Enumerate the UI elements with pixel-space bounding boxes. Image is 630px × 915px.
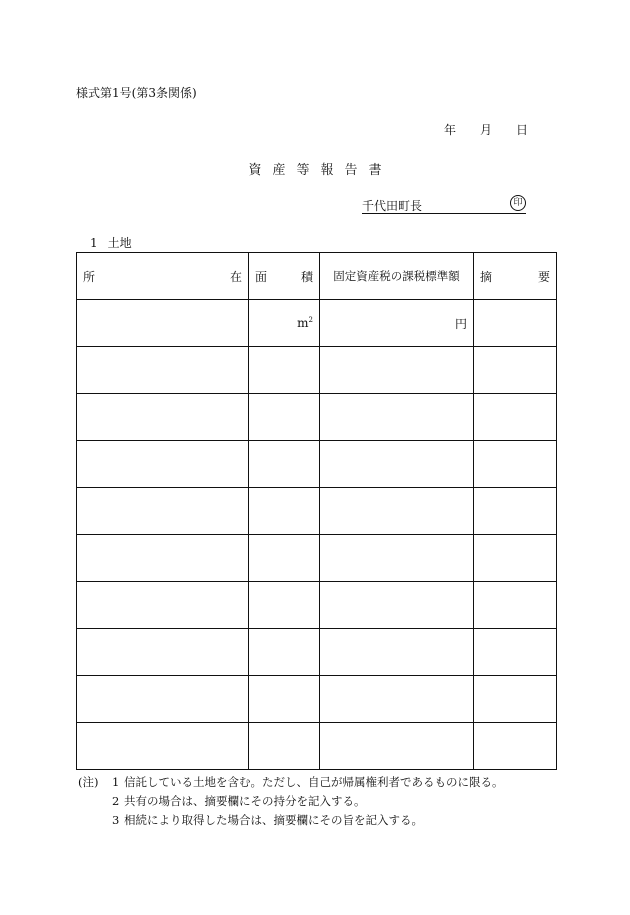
cell-standard-amount[interactable] xyxy=(320,676,474,723)
cell-standard-amount[interactable] xyxy=(320,300,474,347)
cell-standard-amount[interactable] xyxy=(320,629,474,676)
cell-area[interactable] xyxy=(249,441,320,488)
land-table xyxy=(76,252,557,770)
cell-area[interactable] xyxy=(249,300,320,347)
cell-standard-amount[interactable] xyxy=(320,582,474,629)
form-number-label: 様式第1号(第3条関係) xyxy=(76,86,197,100)
cell-remarks[interactable] xyxy=(474,629,557,676)
cell-location[interactable] xyxy=(77,488,249,535)
note-text: 相続により取得した場合は、摘要欄にその旨を記入する。 xyxy=(124,812,423,827)
cell-standard-amount[interactable] xyxy=(320,441,474,488)
note-number: 3 xyxy=(112,812,120,827)
header-remarks: 摘 要 xyxy=(474,253,557,300)
date-line xyxy=(444,121,528,138)
area-unit: $m^2$ xyxy=(297,316,313,330)
notes-section xyxy=(78,772,504,829)
notes-prefix: (注) xyxy=(78,774,99,789)
document-title: 資産等報告書 xyxy=(248,163,393,178)
cell-area[interactable] xyxy=(249,535,320,582)
signature-line xyxy=(362,196,526,214)
table-row xyxy=(77,300,557,347)
cell-location[interactable] xyxy=(77,723,249,770)
note-number: 2 xyxy=(112,793,120,808)
cell-standard-amount[interactable] xyxy=(320,723,474,770)
cell-remarks[interactable] xyxy=(474,394,557,441)
note-text: 信託している土地を含む。ただし、自己が帰属権利者であるものに限る。 xyxy=(124,774,504,789)
addressee-name: 千代田町長 xyxy=(362,199,423,213)
cell-area[interactable] xyxy=(249,676,320,723)
cell-remarks[interactable] xyxy=(474,582,557,629)
cell-standard-amount[interactable] xyxy=(320,488,474,535)
cell-area[interactable] xyxy=(249,488,320,535)
note-text: 共有の場合は、摘要欄にその持分を記入する。 xyxy=(124,793,366,808)
cell-remarks[interactable] xyxy=(474,347,557,394)
table-row xyxy=(77,347,557,394)
cell-standard-amount[interactable] xyxy=(320,347,474,394)
cell-area[interactable] xyxy=(249,723,320,770)
section-number: 1 xyxy=(90,236,98,250)
cell-remarks[interactable] xyxy=(474,535,557,582)
header-area: 面 積 xyxy=(249,253,320,300)
table-row xyxy=(77,676,557,723)
section-heading xyxy=(90,234,132,251)
note-item xyxy=(78,772,504,791)
cell-location[interactable] xyxy=(77,394,249,441)
cell-remarks[interactable] xyxy=(474,723,557,770)
table-row xyxy=(77,488,557,535)
cell-location[interactable] xyxy=(77,300,249,347)
cell-area[interactable] xyxy=(249,347,320,394)
date-year-label: 年 xyxy=(444,123,457,137)
cell-standard-amount[interactable] xyxy=(320,535,474,582)
table-row xyxy=(77,629,557,676)
table-row xyxy=(77,582,557,629)
cell-location[interactable] xyxy=(77,347,249,394)
cell-location[interactable] xyxy=(77,676,249,723)
date-day-label: 日 xyxy=(515,123,528,137)
header-standard-amount: 固定資産税の課税標準額 xyxy=(320,253,474,300)
cell-location[interactable] xyxy=(77,535,249,582)
amount-unit: 円 xyxy=(454,316,467,331)
note-item xyxy=(78,810,504,829)
cell-remarks[interactable] xyxy=(474,441,557,488)
note-number: 1 xyxy=(112,774,120,789)
table-header-row xyxy=(77,253,557,300)
seal-mark: 印 xyxy=(510,195,526,211)
cell-area[interactable] xyxy=(249,394,320,441)
date-month-label: 月 xyxy=(479,123,492,137)
table-row xyxy=(77,535,557,582)
section-title: 土地 xyxy=(107,236,132,250)
note-item xyxy=(78,791,504,810)
cell-remarks[interactable] xyxy=(474,300,557,347)
cell-location[interactable] xyxy=(77,441,249,488)
table-row xyxy=(77,441,557,488)
table-row xyxy=(77,723,557,770)
cell-remarks[interactable] xyxy=(474,488,557,535)
cell-area[interactable] xyxy=(249,629,320,676)
header-location: 所 在 xyxy=(77,253,249,300)
table-row xyxy=(77,394,557,441)
cell-area[interactable] xyxy=(249,582,320,629)
cell-location[interactable] xyxy=(77,629,249,676)
cell-standard-amount[interactable] xyxy=(320,394,474,441)
cell-location[interactable] xyxy=(77,582,249,629)
cell-remarks[interactable] xyxy=(474,676,557,723)
